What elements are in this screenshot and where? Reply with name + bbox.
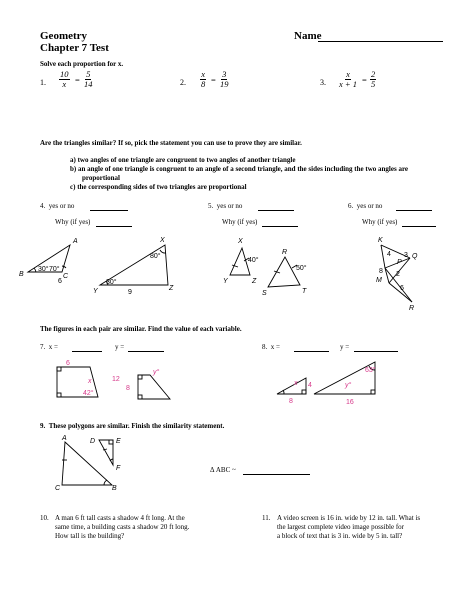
q8-y-label: y = — [340, 343, 350, 351]
q5-why: Why (if yes) — [222, 218, 258, 226]
q8-value-63: 63° — [365, 367, 376, 374]
option-b: b) an angle of one triangle is congruent to an angle of a second triangle, and the sides including the two angles are — [70, 165, 409, 173]
problem-2-left-fraction: $\frac{x}{8}$ — [201, 69, 206, 89]
option-a: a) two angles of one triangle are congruent to two angles of another triangle — [70, 156, 296, 164]
similarity-statement: Δ ABC ~ — [210, 466, 236, 474]
fig4-angle-30b: 30° — [106, 279, 117, 286]
fig5-label-t: T — [302, 288, 307, 295]
fig4-label-x: X — [160, 237, 165, 244]
fig5-angle-50: 50° — [296, 265, 307, 272]
q6-why: Why (if yes) — [362, 218, 398, 226]
variables-instruction: The figures in each pair are similar. Find the value of each variable. — [40, 325, 242, 333]
q6-yes-no: 6. yes or no — [348, 202, 383, 210]
q8-y-field[interactable] — [354, 351, 398, 352]
q8-value-4: 4 — [308, 382, 312, 389]
fig5-triangle-xyz — [230, 248, 250, 275]
fig5-angle-40: 40° — [248, 257, 259, 264]
fig4-label-y: Y — [93, 288, 98, 295]
q9-label-f: F — [116, 465, 121, 472]
q10-text: A man 6 ft tall casts a shadow 4 ft long. At the same time, a building casts a shadow 20 ft long. How tall is the building? — [55, 514, 190, 540]
fig5-triangle-rst — [268, 257, 300, 287]
fig6-side-2: 2 — [396, 271, 400, 278]
fig5-label-x: X — [238, 238, 243, 245]
q7-value-6: 6 — [66, 360, 70, 367]
problem-3-right-fraction: $\frac{2}{5}$ — [371, 69, 376, 89]
problem-1-number: 1. — [40, 78, 46, 87]
q7-y-field[interactable] — [128, 351, 164, 352]
fig6-label-k: K — [378, 237, 383, 244]
q5-yes-no: 5. yes or no — [208, 202, 243, 210]
fig6-label-r: R — [409, 305, 415, 312]
fig5-label-y: Y — [223, 278, 228, 285]
q9-label-b: B — [112, 485, 117, 492]
q9-label-c: C — [55, 485, 61, 492]
fig6-label-p: P — [397, 259, 402, 266]
fig4-side-6: 6 — [58, 278, 62, 285]
fig4-label-b: B — [19, 271, 24, 278]
similarity-statement-field[interactable] — [243, 474, 310, 475]
q8-x-label: 8. x = — [262, 343, 280, 351]
q11-number: 11. — [262, 514, 271, 522]
fig6-side-4: 4 — [387, 251, 391, 258]
equals-sign: = — [211, 75, 216, 85]
subject-title: Geometry — [40, 30, 88, 42]
polygons-instruction: 9. These polygons are similar. Finish the similarity statement. — [40, 422, 225, 430]
q7-value-8: 8 — [126, 385, 130, 392]
fig6-side-3: 3 — [404, 252, 408, 259]
q7-y-label: y = — [115, 343, 125, 351]
q4-why: Why (if yes) — [55, 218, 91, 226]
q7-x-label: 7. x = — [40, 343, 58, 351]
q7-value-y: y° — [153, 369, 160, 376]
equals-sign: = — [75, 75, 80, 85]
q7-x-field[interactable] — [72, 351, 102, 352]
q8-value-16: 16 — [346, 399, 354, 406]
fig6-label-q: Q — [412, 253, 418, 260]
name-label: Name — [294, 30, 322, 42]
q7-value-42: 42° — [83, 390, 94, 397]
similarity-instruction: Are the triangles similar? If so, pick the statement you can use to prove they are similar. — [40, 139, 302, 147]
q9-label-d: D — [90, 438, 96, 445]
fig6-label-m: M — [376, 277, 382, 284]
fig4-label-z: Z — [169, 285, 174, 292]
fig5-label-r: R — [282, 249, 288, 256]
q8-triangle-small — [277, 378, 306, 394]
fig4-angle-70: 70° — [49, 266, 60, 273]
fig4-side-9: 9 — [128, 289, 132, 296]
fig4-label-c: C — [63, 273, 69, 280]
fig5-label-z: Z — [252, 278, 257, 285]
problem-2-number: 2. — [180, 78, 186, 87]
problem-3-number: 3. — [320, 78, 326, 87]
q9-label-a: A — [62, 435, 67, 442]
q8-value-y: y° — [345, 382, 352, 389]
q7-value-x: x — [88, 378, 92, 385]
q8-x-field[interactable] — [294, 351, 329, 352]
problem-2-right-fraction: $\frac{3}{19}$ — [220, 69, 229, 89]
problem-1-right-fraction: $\frac{5}{14}$ — [84, 69, 93, 89]
q9-triangle-def — [99, 440, 113, 465]
fig5-label-s: S — [262, 290, 267, 297]
q8-value-8: 8 — [289, 398, 293, 405]
fig4-angle-30a: 30° — [38, 266, 49, 273]
problem-1-left-fraction: $\frac{10}{x}$ — [60, 69, 69, 89]
q11-text: A video screen is 16 in. wide by 12 in. tall. What is the largest complete video image possible for a block of text that is 3 in. wide by 5 in. tall? — [277, 514, 421, 540]
option-c: c) the corresponding sides of two triangles are proportional — [70, 183, 247, 191]
option-b-continued: proportional — [82, 174, 120, 182]
problem-3-left-fraction: $\frac{x}{x + 1}$ — [339, 69, 358, 89]
fig4-label-a: A — [73, 238, 78, 245]
q4-yes-no: 4. yes or no — [40, 202, 75, 210]
q10-number: 10. — [40, 514, 49, 522]
q7-value-12: 12 — [112, 376, 120, 383]
q8-value-x: x — [294, 380, 298, 387]
q9-triangle-abc — [62, 442, 112, 485]
chapter-title: Chapter 7 Test — [40, 42, 109, 54]
fig4-angle-80: 80° — [150, 253, 161, 260]
proportion-instruction: Solve each proportion for x. — [40, 60, 124, 68]
fig6-side-6: 6 — [400, 285, 404, 292]
fig6-side-8: 8 — [379, 268, 383, 275]
q7-trapezoid-large — [138, 375, 170, 399]
equals-sign: = — [362, 75, 367, 85]
q9-label-e: E — [116, 438, 121, 445]
